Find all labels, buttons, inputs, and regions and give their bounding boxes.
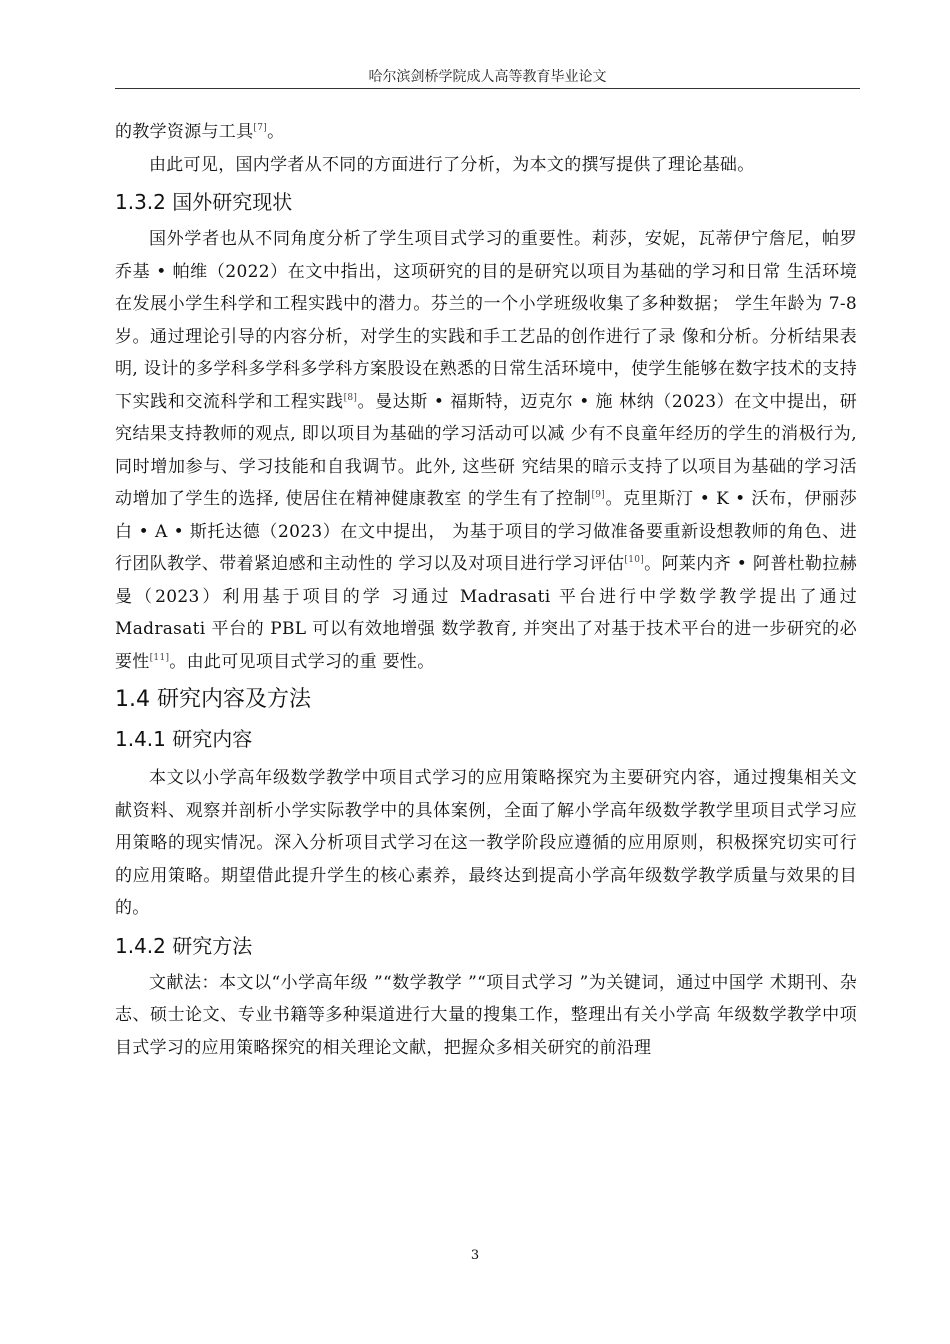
paragraph-text-d: 。阿莱内齐 • 阿普杜勒拉赫曼（2023）利用基于项目的学 习通过 Madrasati 平台进行中学数学教学提出了通过 Madrasati 平台的 PBL 可以有效地增强 数学教育, 并突出了对基于技术平台的进一步研究的必要性 <box>115 554 857 672</box>
paragraph-text-a: 国外学者也从不同角度分析了学生项目式学习的重要性。莉莎，安妮，瓦蒂伊宁詹尼，帕罗乔基 • 帕维（2022）在文中指出，这项研究的目的是研究以项目为基础的学习和日常 生活环境在发展小学生科学和工程实践中的潜力。芬兰的一个小学班级收集了多种数据； 学生年龄为 7-8 岁。通过理论引导的内容分析，对学生的实践和手工艺品的创作进行了录 像和分析。分析结果表明, 设计的多学科多学科多学科方案股设在熟悉的日常生活环境中，使学生能够在数字技术的支持下实践和交流科学和工程实践 <box>115 229 857 412</box>
section-heading-1-4: 1.4 研究内容及方法 <box>115 687 311 712</box>
paragraph-text-e: 。由此可见项目式学习的重 要性。 <box>169 651 435 672</box>
citation-9: [9] <box>591 490 606 500</box>
paragraph-text: 的教学资源与工具 <box>115 122 254 142</box>
section-heading-1-4-2: 1.4.2 研究方法 <box>115 933 253 958</box>
citation-10: [10] <box>624 555 645 565</box>
paragraph-text-c: 。克里斯汀 • K • 沃布，伊丽莎白 • A • 斯托达德（2023）在文中提出， 为基于项目的学习做准备要重新设想教师的角色、进行团队教学、带着紧迫感和主动性的 学习以及对项目进行学习评估 <box>115 489 857 574</box>
paragraph-foreign-research <box>115 223 857 678</box>
paragraph-tail: 。 <box>267 122 285 142</box>
section-heading-1-4-1: 1.4.1 研究内容 <box>115 727 253 751</box>
paragraph-research-method: 文献法：本文以“小学高年级 ”“数学教学 ”“项目式学习 ”为关键词，通过中国学 术期刊、杂志、硕士论文、专业书籍等多种渠道进行大量的搜集工作，整理出有关小学高 年级数学教学中项目式学习的应用策略探究的相关理论文献，把握众多相关研究的前沿理 <box>115 972 857 1058</box>
page-number: 3 <box>470 1248 480 1263</box>
paragraph-text-b: 。曼达斯 • 福斯特，迈克尔 • 施 林纳（2023）在文中提出，研究结果支持教师的观点, 即以项目为基础的学习活动可以减 少有不良童年经历的学生的消极行为, 同时增加参与、学习技能和自我调节。此外, 这些研 究结果的暗示支持了以项目为基础的学习活动增加了学生的选择, 使居住在精神健康教室 的学生有了控制 <box>115 391 857 509</box>
paragraph-research-content: 本文以小学高年级数学教学中项目式学习的应用策略探究为主要研究内容，通过搜集相关文献资料、观察并剖析小学实际教学中的具体案例，全面了解小学高年级数学教学里项目式学习应用策略的现实情况。深入分析项目式学习在这一教学阶段应遵循的应用原则，积极探究切实可行的应用策略。期望借此提升学生的核心素养，最终达到提高小学高年级数学教学质量与效果的目的。 <box>115 768 857 918</box>
citation-11: [11] <box>149 652 170 663</box>
running-header: 哈尔滨剑桥学院成人高等教育毕业论文 <box>368 69 607 85</box>
paragraph-summary: 由此可见，国内学者从不同的方面进行了分析，为本文的撰写提供了理论基础。 <box>149 154 755 175</box>
page-body <box>115 116 857 1064</box>
paragraph-continuation <box>115 116 857 149</box>
header-rule <box>115 88 860 89</box>
citation-7: [7] <box>253 123 268 133</box>
section-heading-1-3-2: 1.3.2 国外研究现状 <box>115 190 293 214</box>
citation-8: [8] <box>343 392 358 403</box>
